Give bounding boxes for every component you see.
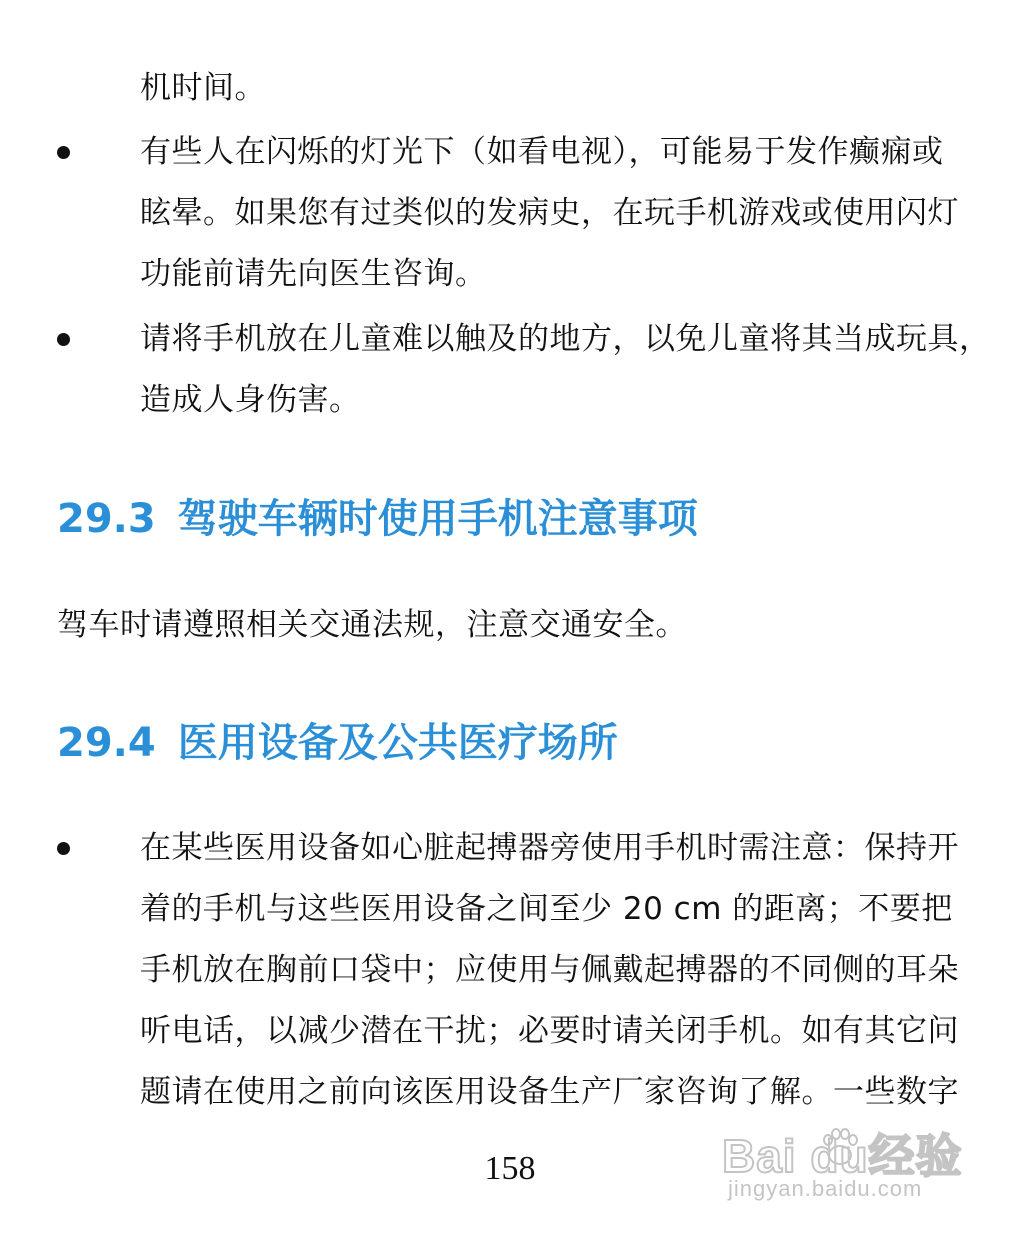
bullet-item-children bbox=[140, 309, 990, 431]
text-line: 眩晕。如果您有过类似的发病史，在玩手机游戏或使用闪灯 bbox=[140, 195, 959, 231]
bullet-dot bbox=[57, 333, 70, 346]
section-number: 29.4 bbox=[57, 720, 156, 766]
bullet-dot bbox=[57, 146, 70, 159]
text-line: 着的手机与这些医用设备之间至少 20 cm 的距离；不要把 bbox=[140, 891, 953, 927]
watermark-logo-text: Bai du经验 bbox=[722, 1130, 963, 1182]
paw-icon bbox=[818, 1126, 862, 1170]
text-line: 有些人在闪烁的灯光下（如看电视），可能易于发作癫痫或 bbox=[140, 134, 944, 170]
section-body-29-3: 驾车时请遵照相关交通法规，注意交通安全。 bbox=[57, 607, 687, 643]
baidu-jingyan-watermark bbox=[722, 1120, 992, 1210]
section-title: 医用设备及公共医疗场所 bbox=[177, 720, 618, 766]
page-number: 158 bbox=[484, 1150, 536, 1187]
text-line: 造成人身伤害。 bbox=[140, 382, 361, 418]
watermark-url: jingyan.baidu.com bbox=[728, 1176, 923, 1201]
section-title: 驾驶车辆时使用手机注意事项 bbox=[177, 496, 698, 542]
bullet-dot bbox=[57, 842, 70, 855]
text-line: 题请在使用之前向该医用设备生产厂家咨询了解。一些数字 bbox=[140, 1074, 959, 1110]
bullet-item-medical-devices bbox=[140, 818, 990, 1123]
section-number: 29.3 bbox=[57, 496, 156, 542]
text-line: 手机放在胸前口袋中；应使用与佩戴起搏器的不同侧的耳朵 bbox=[140, 952, 959, 988]
section-heading-29-4 bbox=[57, 718, 618, 768]
text-line: 功能前请先向医生咨询。 bbox=[140, 256, 487, 292]
continuation-paragraph bbox=[140, 58, 990, 119]
text-line: 听电话，以减少潜在干扰；必要时请关闭手机。如有其它问 bbox=[140, 1013, 959, 1049]
text-line: 机时间。 bbox=[140, 70, 266, 106]
bullet-item-flashing-light bbox=[140, 122, 990, 305]
text-line: 请将手机放在儿童难以触及的地方，以免儿童将其当成玩具， bbox=[140, 321, 991, 357]
section-heading-29-3 bbox=[57, 494, 698, 544]
text-line: 在某些医用设备如心脏起搏器旁使用手机时需注意：保持开 bbox=[140, 830, 959, 866]
